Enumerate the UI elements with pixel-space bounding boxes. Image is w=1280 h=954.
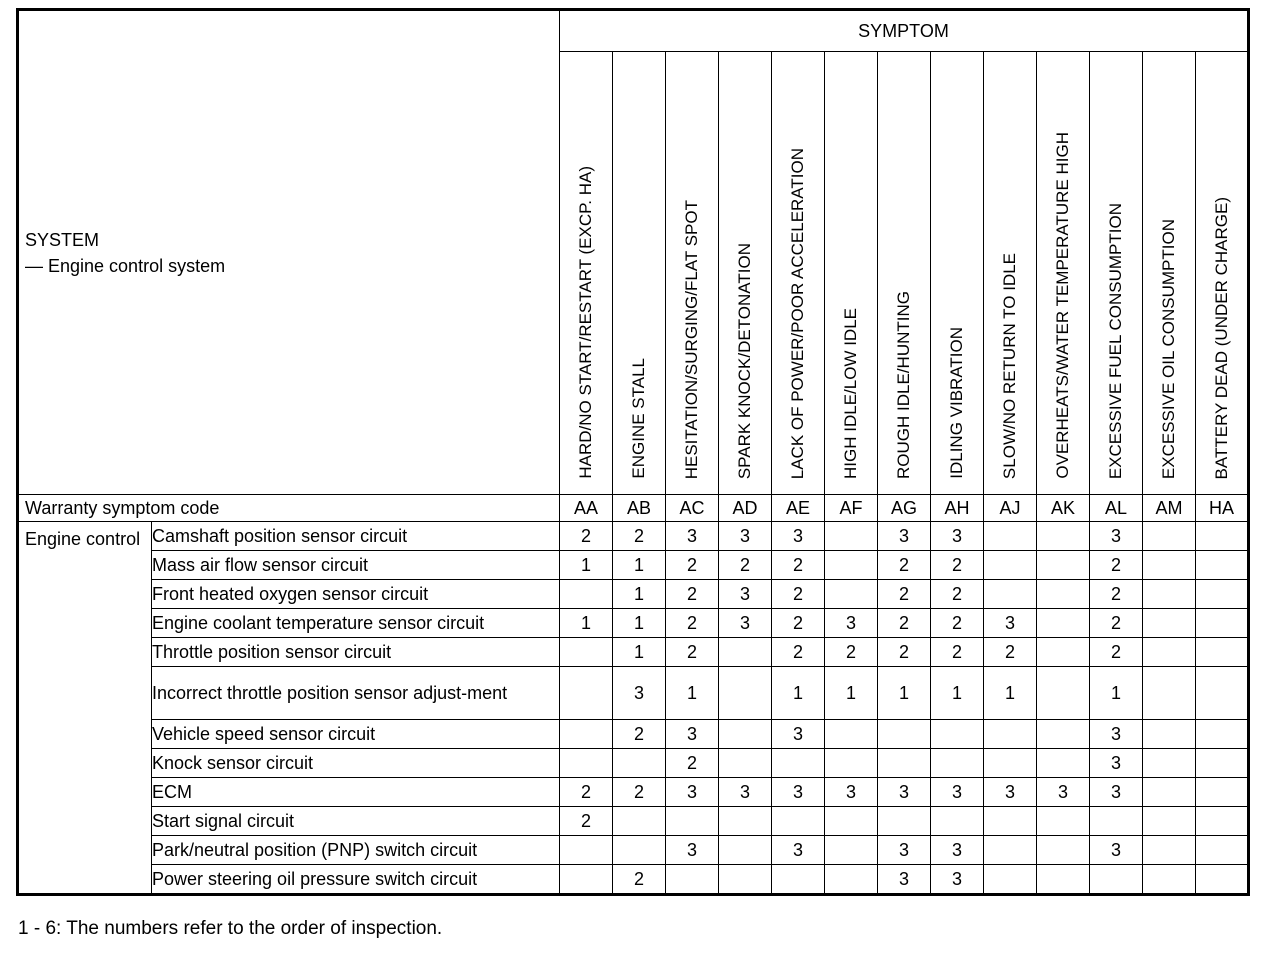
- inspection-order-cell: [1196, 667, 1249, 720]
- item-label: ECM: [152, 778, 560, 807]
- inspection-order-cell: 2: [878, 609, 931, 638]
- warranty-label: Warranty symptom code: [18, 495, 560, 522]
- symptom-column-header: [1037, 52, 1090, 495]
- symptom-column-header: [719, 52, 772, 495]
- inspection-order-cell: [1196, 522, 1249, 551]
- inspection-order-cell: [1037, 522, 1090, 551]
- inspection-order-cell: 3: [666, 720, 719, 749]
- inspection-order-cell: 3: [931, 522, 984, 551]
- symptom-column-header: [613, 52, 666, 495]
- inspection-order-cell: 3: [1090, 720, 1143, 749]
- inspection-order-cell: 3: [878, 522, 931, 551]
- symptom-column-header: [1196, 52, 1249, 495]
- inspection-order-cell: 3: [825, 778, 878, 807]
- item-label: Incorrect throttle position sensor adjust-ment: [152, 667, 560, 720]
- item-label: Power steering oil pressure switch circuit: [152, 865, 560, 895]
- item-label: Vehicle speed sensor circuit: [152, 720, 560, 749]
- symptom-column-header: [772, 52, 825, 495]
- inspection-order-cell: [984, 720, 1037, 749]
- symptom-name: HARD/NO START/RESTART (EXCP. HA): [576, 166, 595, 479]
- inspection-order-cell: [1037, 667, 1090, 720]
- inspection-order-cell: [613, 836, 666, 865]
- inspection-order-cell: [560, 580, 613, 609]
- footnote: 1 - 6: The numbers refer to the order of inspection.: [18, 918, 443, 939]
- inspection-order-cell: 2: [560, 778, 613, 807]
- inspection-order-cell: [719, 749, 772, 778]
- inspection-order-cell: [825, 836, 878, 865]
- inspection-order-cell: [1143, 807, 1196, 836]
- inspection-order-cell: 2: [560, 807, 613, 836]
- inspection-order-cell: 3: [931, 778, 984, 807]
- inspection-order-cell: [719, 667, 772, 720]
- inspection-order-cell: 3: [1090, 522, 1143, 551]
- inspection-order-cell: 2: [772, 580, 825, 609]
- group-label: Engine control: [18, 522, 152, 895]
- symptom-name: OVERHEATS/WATER TEMPERATURE HIGH: [1053, 132, 1072, 479]
- inspection-order-cell: 2: [931, 609, 984, 638]
- inspection-order-cell: [560, 667, 613, 720]
- inspection-order-cell: [1196, 638, 1249, 667]
- table-row: [18, 667, 1249, 720]
- inspection-order-cell: [825, 522, 878, 551]
- warranty-code: AF: [825, 495, 878, 522]
- inspection-order-cell: [1196, 749, 1249, 778]
- item-label: Engine coolant temperature sensor circuit: [152, 609, 560, 638]
- table-row: [18, 580, 1249, 609]
- inspection-order-cell: [1143, 667, 1196, 720]
- inspection-order-cell: 2: [878, 580, 931, 609]
- symptom-name: HESITATION/SURGING/FLAT SPOT: [682, 199, 701, 479]
- item-label: Start signal circuit: [152, 807, 560, 836]
- inspection-order-cell: 1: [560, 609, 613, 638]
- inspection-order-cell: 2: [931, 580, 984, 609]
- inspection-order-cell: [984, 551, 1037, 580]
- inspection-order-cell: [560, 720, 613, 749]
- table-row: [18, 551, 1249, 580]
- inspection-order-cell: 1: [613, 580, 666, 609]
- inspection-order-cell: 3: [666, 778, 719, 807]
- table-row: [18, 749, 1249, 778]
- inspection-order-cell: [1143, 720, 1196, 749]
- inspection-order-cell: [772, 749, 825, 778]
- inspection-order-cell: [825, 580, 878, 609]
- inspection-order-cell: 1: [613, 551, 666, 580]
- inspection-order-cell: [1037, 807, 1090, 836]
- symptom-name: EXCESSIVE OIL CONSUMPTION: [1159, 218, 1178, 479]
- inspection-order-cell: [1196, 580, 1249, 609]
- inspection-order-cell: [931, 807, 984, 836]
- symptom-name: ROUGH IDLE/HUNTING: [894, 291, 913, 479]
- inspection-order-cell: 1: [825, 667, 878, 720]
- symptom-name: BATTERY DEAD (UNDER CHARGE): [1211, 196, 1231, 479]
- table-row: [18, 865, 1249, 895]
- inspection-order-cell: [560, 836, 613, 865]
- item-label: Front heated oxygen sensor circuit: [152, 580, 560, 609]
- symptom-column-header: [825, 52, 878, 495]
- inspection-order-cell: [878, 807, 931, 836]
- inspection-order-cell: 1: [666, 667, 719, 720]
- inspection-order-cell: 1: [613, 638, 666, 667]
- symptom-name: IDLING VIBRATION: [947, 327, 966, 479]
- inspection-order-cell: [878, 749, 931, 778]
- inspection-order-cell: [1196, 807, 1249, 836]
- item-label: Mass air flow sensor circuit: [152, 551, 560, 580]
- inspection-order-cell: [1143, 522, 1196, 551]
- inspection-order-cell: 3: [825, 609, 878, 638]
- warranty-code: AL: [1090, 495, 1143, 522]
- inspection-order-cell: 2: [613, 720, 666, 749]
- inspection-order-cell: 1: [1090, 667, 1143, 720]
- inspection-order-cell: [1037, 609, 1090, 638]
- inspection-order-cell: [1143, 865, 1196, 895]
- inspection-order-cell: 3: [772, 778, 825, 807]
- inspection-order-cell: 2: [825, 638, 878, 667]
- inspection-order-cell: [1143, 551, 1196, 580]
- inspection-order-cell: [666, 865, 719, 895]
- inspection-order-cell: 2: [613, 865, 666, 895]
- inspection-order-cell: 3: [666, 522, 719, 551]
- symptom-name: EXCESSIVE FUEL CONSUMPTION: [1106, 202, 1125, 479]
- system-sub-label: — Engine control system: [25, 255, 226, 276]
- inspection-order-cell: 2: [719, 551, 772, 580]
- inspection-order-cell: [1196, 609, 1249, 638]
- inspection-order-cell: [1090, 865, 1143, 895]
- inspection-order-cell: [984, 865, 1037, 895]
- symptom-name: SLOW/NO RETURN TO IDLE: [1000, 252, 1019, 479]
- inspection-order-cell: [878, 720, 931, 749]
- inspection-order-cell: 3: [878, 836, 931, 865]
- warranty-code: AG: [878, 495, 931, 522]
- table-row: [18, 638, 1249, 667]
- item-label: Camshaft position sensor circuit: [152, 522, 560, 551]
- warranty-code: AM: [1143, 495, 1196, 522]
- inspection-order-cell: 2: [666, 638, 719, 667]
- inspection-order-cell: [560, 638, 613, 667]
- inspection-order-cell: 3: [666, 836, 719, 865]
- warranty-code-row: [18, 495, 1249, 522]
- table-row: [18, 807, 1249, 836]
- inspection-order-cell: [772, 807, 825, 836]
- inspection-order-cell: 3: [1037, 778, 1090, 807]
- inspection-order-cell: [1196, 865, 1249, 895]
- inspection-order-cell: [1090, 807, 1143, 836]
- inspection-order-cell: [931, 720, 984, 749]
- inspection-order-cell: [560, 865, 613, 895]
- inspection-order-cell: 3: [931, 865, 984, 895]
- inspection-order-cell: 1: [931, 667, 984, 720]
- symptom-column-header: [666, 52, 719, 495]
- inspection-order-cell: [1037, 580, 1090, 609]
- inspection-order-cell: [825, 749, 878, 778]
- symptom-name: SPARK KNOCK/DETONATION: [735, 242, 754, 479]
- item-label: Knock sensor circuit: [152, 749, 560, 778]
- inspection-order-cell: 3: [984, 778, 1037, 807]
- inspection-order-cell: 3: [984, 609, 1037, 638]
- item-label: Park/neutral position (PNP) switch circuit: [152, 836, 560, 865]
- inspection-order-cell: [1196, 720, 1249, 749]
- warranty-code: AJ: [984, 495, 1037, 522]
- inspection-order-cell: [984, 580, 1037, 609]
- inspection-order-cell: 3: [772, 720, 825, 749]
- system-header-cell: [18, 10, 560, 495]
- inspection-order-cell: [984, 522, 1037, 551]
- inspection-order-cell: [1037, 720, 1090, 749]
- inspection-order-cell: 2: [931, 551, 984, 580]
- inspection-order-cell: 1: [560, 551, 613, 580]
- inspection-order-cell: [719, 865, 772, 895]
- inspection-order-cell: [666, 807, 719, 836]
- inspection-order-cell: 2: [666, 580, 719, 609]
- inspection-order-cell: [825, 551, 878, 580]
- inspection-order-cell: [560, 749, 613, 778]
- inspection-order-cell: [613, 749, 666, 778]
- inspection-order-cell: 3: [719, 778, 772, 807]
- inspection-order-cell: [613, 807, 666, 836]
- inspection-order-cell: 2: [878, 551, 931, 580]
- inspection-order-cell: 1: [772, 667, 825, 720]
- inspection-order-cell: 2: [1090, 609, 1143, 638]
- inspection-order-cell: 2: [772, 609, 825, 638]
- inspection-order-cell: [1037, 551, 1090, 580]
- warranty-code: AK: [1037, 495, 1090, 522]
- inspection-order-cell: 3: [1090, 749, 1143, 778]
- warranty-code: AC: [666, 495, 719, 522]
- inspection-order-cell: [1143, 749, 1196, 778]
- inspection-order-cell: [1037, 638, 1090, 667]
- inspection-order-cell: [1196, 836, 1249, 865]
- table-row: [18, 778, 1249, 807]
- warranty-code: AE: [772, 495, 825, 522]
- inspection-order-cell: 1: [613, 609, 666, 638]
- table-row: [18, 522, 1249, 551]
- inspection-order-cell: [1143, 836, 1196, 865]
- table-row: [18, 720, 1249, 749]
- inspection-order-cell: 2: [931, 638, 984, 667]
- inspection-order-cell: 3: [719, 609, 772, 638]
- symptom-name: LACK OF POWER/POOR ACCELERATION: [788, 147, 807, 479]
- inspection-order-cell: 2: [613, 778, 666, 807]
- inspection-order-cell: 3: [1090, 836, 1143, 865]
- inspection-order-cell: [719, 807, 772, 836]
- inspection-order-cell: 2: [878, 638, 931, 667]
- inspection-order-cell: 2: [666, 551, 719, 580]
- inspection-order-cell: [1143, 609, 1196, 638]
- data-body: [18, 522, 1249, 895]
- inspection-order-cell: 3: [613, 667, 666, 720]
- inspection-order-cell: [825, 865, 878, 895]
- inspection-order-cell: [984, 836, 1037, 865]
- inspection-order-cell: [1037, 865, 1090, 895]
- inspection-order-cell: [1196, 551, 1249, 580]
- inspection-order-cell: 3: [931, 836, 984, 865]
- inspection-order-cell: [1143, 638, 1196, 667]
- inspection-order-cell: 3: [878, 778, 931, 807]
- inspection-order-cell: 1: [878, 667, 931, 720]
- inspection-order-cell: 2: [560, 522, 613, 551]
- inspection-order-cell: 2: [666, 609, 719, 638]
- symptom-column-header: [931, 52, 984, 495]
- inspection-order-cell: [1037, 836, 1090, 865]
- inspection-order-cell: 3: [719, 580, 772, 609]
- inspection-order-cell: 2: [613, 522, 666, 551]
- table-row: [18, 836, 1249, 865]
- warranty-code: AH: [931, 495, 984, 522]
- warranty-code: HA: [1196, 495, 1249, 522]
- inspection-order-cell: [1196, 778, 1249, 807]
- warranty-code: AD: [719, 495, 772, 522]
- symptom-column-header: [878, 52, 931, 495]
- inspection-order-cell: 2: [772, 638, 825, 667]
- symptom-column-header: [1143, 52, 1196, 495]
- inspection-order-cell: 2: [772, 551, 825, 580]
- symptom-matrix-table: [16, 8, 1250, 896]
- symptom-column-header: [560, 52, 613, 495]
- inspection-order-cell: 3: [772, 836, 825, 865]
- item-label: Throttle position sensor circuit: [152, 638, 560, 667]
- inspection-order-cell: 1: [984, 667, 1037, 720]
- symptom-header: SYMPTOM: [560, 10, 1249, 52]
- inspection-order-cell: 2: [1090, 638, 1143, 667]
- inspection-order-cell: [1143, 778, 1196, 807]
- symptom-column-header: [984, 52, 1037, 495]
- inspection-order-cell: [1037, 749, 1090, 778]
- inspection-order-cell: [1143, 580, 1196, 609]
- inspection-order-cell: [931, 749, 984, 778]
- system-label: SYSTEM: [25, 229, 100, 250]
- inspection-order-cell: [825, 807, 878, 836]
- symptom-name: ENGINE STALL: [629, 358, 648, 479]
- inspection-order-cell: 3: [1090, 778, 1143, 807]
- inspection-order-cell: 2: [666, 749, 719, 778]
- inspection-order-cell: [719, 638, 772, 667]
- inspection-order-cell: 2: [1090, 551, 1143, 580]
- inspection-order-cell: 3: [719, 522, 772, 551]
- inspection-order-cell: [825, 720, 878, 749]
- inspection-order-cell: [772, 865, 825, 895]
- table-row: [18, 609, 1249, 638]
- warranty-code: AB: [613, 495, 666, 522]
- warranty-code: AA: [560, 495, 613, 522]
- symptom-name: HIGH IDLE/LOW IDLE: [841, 308, 860, 479]
- inspection-order-cell: 2: [984, 638, 1037, 667]
- inspection-order-cell: [984, 749, 1037, 778]
- inspection-order-cell: [719, 836, 772, 865]
- symptom-column-header: [1090, 52, 1143, 495]
- inspection-order-cell: [984, 807, 1037, 836]
- inspection-order-cell: 2: [1090, 580, 1143, 609]
- inspection-order-cell: 3: [878, 865, 931, 895]
- inspection-order-cell: 3: [772, 522, 825, 551]
- inspection-order-cell: [719, 720, 772, 749]
